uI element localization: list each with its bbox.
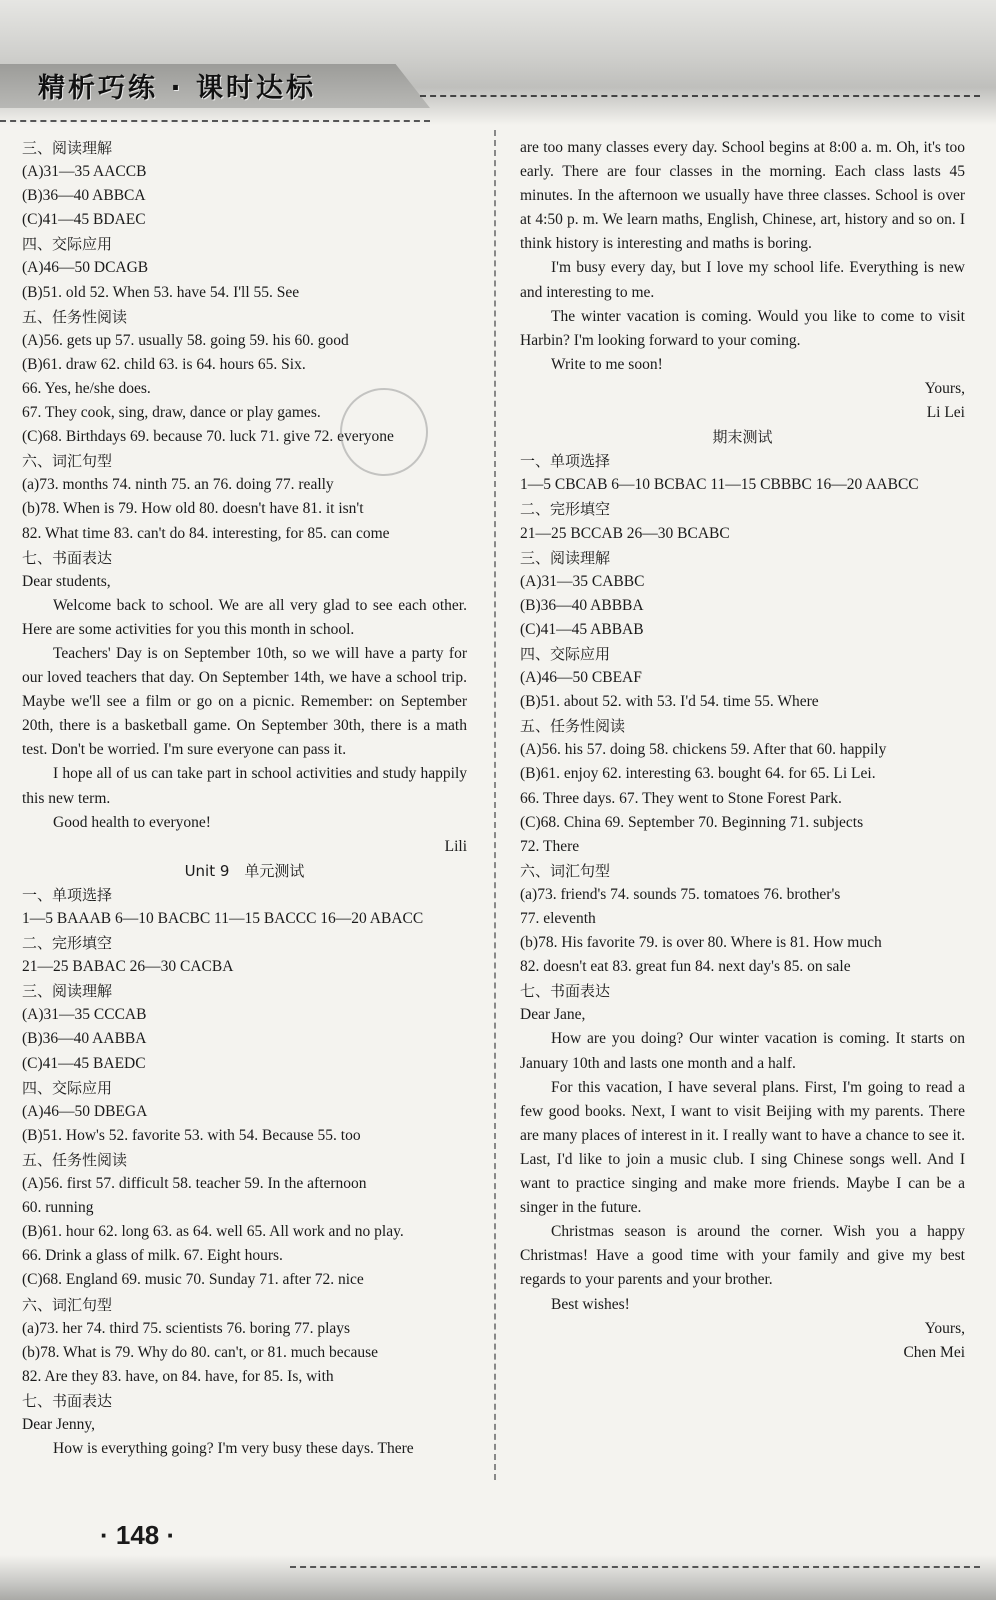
left-line: (C)41—45 BAEDC — [22, 1054, 146, 1072]
left-line: (B)36—40 AABBA — [22, 1030, 147, 1048]
left-section-heading: 三、阅读理解 — [22, 139, 113, 157]
left-section-heading: 七、书面表达 — [22, 548, 113, 567]
left-line: (A)31—35 CCCAB — [22, 1006, 147, 1024]
left-paragraph: How is everything going? I'm very busy these days. There — [53, 1440, 414, 1458]
left-line: (B)51. old 52. When 53. have 54. I'll 55. See — [22, 283, 300, 301]
right-section-heading: 五、任务性阅读 — [520, 717, 626, 736]
right-line: 1—5 CBCAB 6—10 BCBAC 11—15 CBBBC 16—20 AABCC — [520, 476, 919, 494]
left-section-heading: 三、阅读理解 — [22, 982, 113, 1001]
left-line: 1—5 BAAAB 6—10 BACBC 11—15 BACCC 16—20 ABACC — [22, 910, 424, 927]
right-paragraph: I'm busy every day, but I love my school life. Everything is new and interesting to me. — [520, 259, 965, 301]
column-divider — [494, 130, 510, 1480]
right-line: 77. eleventh — [520, 910, 596, 927]
left-line: (A)46—50 DCAGB — [22, 259, 149, 277]
left-line: (A)46—50 DBEGA — [22, 1102, 148, 1120]
right-test-title: 期末测试 — [712, 428, 773, 447]
right-paragraph: Christmas season is around the corner. Wish you a happy Christmas! Have a good time with your family and give my best regards to your parents and your brother. — [520, 1223, 965, 1289]
left-line: 82. Are they 83. have, on 84. have, for 85. Is, with — [22, 1367, 334, 1385]
right-line: (C)41—45 ABBAB — [520, 620, 644, 638]
right-section-heading: 一、单项选择 — [520, 452, 611, 471]
right-paragraph: Best wishes! — [551, 1295, 630, 1313]
left-test-title: Unit 9 单元测试 — [184, 861, 305, 880]
left-line: (A)31—35 AACCB — [22, 163, 147, 181]
stamp-seal — [340, 388, 428, 476]
header-divider-lower — [0, 120, 430, 122]
left-line: 67. They cook, sing, draw, dance or play games. — [22, 404, 321, 422]
left-signature: Lili — [444, 837, 467, 855]
left-line: 66. Drink a glass of milk. 67. Eight hours. — [22, 1247, 283, 1265]
left-line: (C)68. Birthdays 69. because 70. luck 71. give 72. everyone — [22, 428, 394, 446]
left-line: (A)56. gets up 57. usually 58. going 59. his 60. good — [22, 331, 349, 349]
right-line: 21—25 BCCAB 26—30 BCABC — [520, 524, 730, 542]
right-section-heading: 六、词汇句型 — [520, 861, 611, 880]
left-section-heading: 四、交际应用 — [22, 1078, 113, 1097]
right-signature: Yours, — [924, 379, 965, 397]
left-line: (C)68. England 69. music 70. Sunday 71. after 72. nice — [22, 1271, 364, 1289]
right-line: (A)31—35 CABBC — [520, 572, 645, 590]
right-paragraph: are too many classes every day. School begins at 8:00 a. m. Oh, it's too early. There are four classes in the morning. Each class lasts 45 minutes. In the afternoon we usually have three classes. School is over at 4:50 p. m. We learn maths, English, Chinese, art, history and so on. I think history is interesting and maths is boring. — [520, 139, 965, 253]
page-footer — [0, 1555, 996, 1600]
left-paragraph: Teachers' Day is on September 10th, so we will have a party for our loved teachers that day. On September 14th, we have a school trip. Maybe we'll see a film or go on a picnic. Remember: on September 20th, there is a basketball game. On September 30th, there is a math test. Don't be worried. I'm sure everyone can pass it. — [22, 644, 467, 759]
page-number: · 148 · — [100, 1520, 176, 1550]
right-line: (B)51. about 52. with 53. I'd 54. time 55. Where — [520, 693, 819, 711]
right-line: (a)73. friend's 74. sounds 75. tomatoes 76. brother's — [520, 885, 841, 903]
left-paragraph: I hope all of us can take part in school activities and study happily this new term. — [22, 765, 467, 807]
right-line: (A)46—50 CBEAF — [520, 669, 642, 687]
left-section-heading: 一、单项选择 — [22, 885, 113, 904]
left-line: (B)36—40 ABBCA — [22, 187, 146, 205]
right-column — [520, 136, 965, 1365]
right-line: (B)61. enjoy 62. interesting 63. bought 64. for 65. Li Lei. — [520, 765, 876, 783]
left-line: (b)78. When is 79. How old 80. doesn't have 81. it isn't — [22, 500, 364, 518]
right-line: 82. doesn't eat 83. great fun 84. next day's 85. on sale — [520, 958, 851, 976]
left-line: (B)61. hour 62. long 63. as 64. well 65. All work and no play. — [22, 1223, 404, 1241]
left-section-heading: 二、完形填空 — [22, 934, 113, 953]
left-section-heading: 五、任务性阅读 — [22, 307, 128, 326]
header-title: 精析巧练 · 课时达标 — [38, 73, 317, 104]
left-paragraph: Good health to everyone! — [53, 813, 211, 831]
right-signature: Yours, — [924, 1319, 965, 1337]
left-section-heading: 五、任务性阅读 — [22, 1150, 128, 1169]
right-line: Dear Jane, — [520, 1006, 586, 1024]
right-paragraph: How are you doing? Our winter vacation is coming. It starts on January 10th and lasts one month and a half. — [520, 1030, 965, 1072]
left-line: 60. running — [22, 1199, 94, 1217]
right-paragraph: For this vacation, I have several plans. First, I'm going to read a few good books. Next, I want to visit Beijing with my parents. There are many places of interest in it. I really want to have a chance to see it. Last, I'd like to join a music club. I sing Chinese songs well. And I want to practice singing and make more friends. Maybe I can be a singer in the future. — [520, 1078, 965, 1217]
right-line: (B)36—40 ABBBA — [520, 596, 644, 614]
left-line: Dear students, — [22, 572, 111, 590]
left-line: (a)73. months 74. ninth 75. an 76. doing 77. really — [22, 476, 334, 494]
left-section-heading: 四、交际应用 — [22, 235, 113, 254]
left-line: (B)61. draw 62. child 63. is 64. hours 65. Six. — [22, 355, 306, 373]
left-line: (A)56. first 57. difficult 58. teacher 59. In the afternoon — [22, 1175, 367, 1193]
left-section-heading: 七、书面表达 — [22, 1391, 113, 1410]
left-column — [22, 136, 467, 1461]
left-line: (a)73. her 74. third 75. scientists 76. boring 77. plays — [22, 1319, 351, 1337]
right-section-heading: 四、交际应用 — [520, 644, 611, 663]
left-line: 66. Yes, he/she does. — [22, 379, 151, 397]
left-line: (C)41—45 BDAEC — [22, 211, 146, 229]
header-divider — [420, 95, 980, 97]
right-signature: Li Lei — [926, 404, 965, 422]
right-paragraph: The winter vacation is coming. Would you like to come to visit Harbin? I'm looking forward to your coming. — [520, 307, 965, 349]
right-line: (C)68. China 69. September 70. Beginning 71. subjects — [520, 813, 864, 831]
right-line: 66. Three days. 67. They went to Stone Forest Park. — [520, 789, 842, 807]
right-paragraph: Write to me soon! — [551, 355, 663, 373]
left-line: Dear Jenny, — [22, 1415, 96, 1433]
right-line: (b)78. His favorite 79. is over 80. Where is 81. How much — [520, 934, 882, 952]
right-section-heading: 七、书面表达 — [520, 982, 611, 1001]
left-line: (b)78. What is 79. Why do 80. can't, or 81. much because — [22, 1343, 379, 1361]
left-line: 82. What time 83. can't do 84. interesting, for 85. can come — [22, 524, 390, 542]
left-section-heading: 六、词汇句型 — [22, 1295, 113, 1314]
right-section-heading: 三、阅读理解 — [520, 548, 611, 567]
left-line: (B)51. How's 52. favorite 53. with 54. Because 55. too — [22, 1126, 361, 1144]
right-line: (A)56. his 57. doing 58. chickens 59. After that 60. happily — [520, 741, 887, 759]
right-line: 72. There — [520, 837, 580, 855]
left-section-heading: 六、词汇句型 — [22, 452, 113, 471]
right-signature: Chen Mei — [903, 1343, 965, 1361]
page-header — [0, 0, 996, 125]
footer-divider — [290, 1566, 980, 1568]
right-section-heading: 二、完形填空 — [520, 500, 611, 519]
left-paragraph: Welcome back to school. We are all very glad to see each other. Here are some activities for you this month in school. — [22, 596, 467, 638]
left-line: 21—25 BABAC 26—30 CACBA — [22, 958, 234, 976]
